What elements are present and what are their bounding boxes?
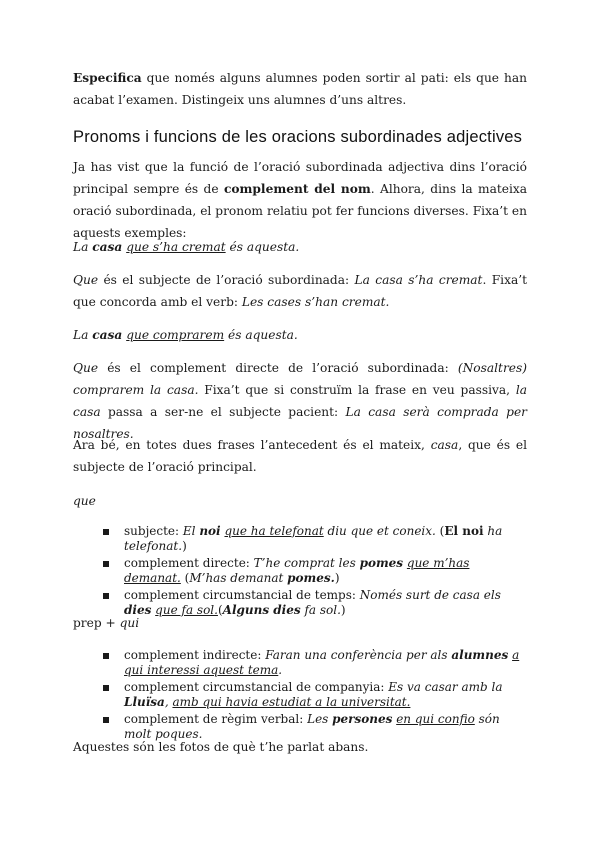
list-item: complement directe: T’he comprat les pomes que m’has demanat. (M’has demanat pomes.) (103, 556, 527, 586)
list-item: complement de règim verbal: Les persones en qui confio són molt poques. (103, 712, 527, 742)
paragraph-object-explanation: Que és el complement directe de l’oració subordinada: (Nosaltres) comprarem la casa. Fixa’t que si construïm la frase en veu passiva, la casa passa a ser-ne el subjecte pacient: La casa serà comprada per nosaltres. (73, 361, 527, 441)
label-prep-qui: prep + qui (73, 616, 140, 630)
example-sentence-2: La casa que comprarem és aquesta. (73, 328, 298, 342)
paragraph-antecedent: Ara bé, en totes dues frases l’antecedent és el mateix, casa, que és el subjecte de l’oració principal. (73, 438, 528, 474)
example-sentence-1: La casa que s’ha cremat és aquesta. (73, 240, 300, 254)
bullet-icon (103, 653, 109, 659)
bold-term: Especifica (73, 71, 142, 85)
list-item: complement circumstancial de companyia: Es va casar amb la Lluïsa, amb qui havia estudiat a la universitat. (103, 680, 527, 710)
bullet-icon (103, 561, 109, 567)
list-item: subjecte: El noi que ha telefonat diu que et coneix. (El noi ha telefonat.) (103, 524, 527, 554)
prep-qui-functions-list (103, 648, 527, 744)
list-item: complement circumstancial de temps: Només surt de casa els dies que fa sol.(Alguns dies fa sol.) (103, 588, 527, 618)
list-item: complement indirecte: Faran una conferència per als alumnes a qui interessi aquest tema. (103, 648, 527, 678)
bullet-icon (103, 529, 109, 535)
bullet-icon (103, 717, 109, 723)
paragraph-intro: Ja has vist que la funció de l’oració subordinada adjectiva dins l’oració principal sempre és de complement del nom. Alhora, dins la mateixa oració subordinada, el pronom relatiu pot fer funcions diverses. Fixa’t en aquests exemples: (73, 160, 527, 240)
bullet-icon (103, 685, 109, 691)
section-heading: Pronoms i funcions de les oracions subordinades adjectives (73, 128, 523, 146)
bullet-icon (103, 593, 109, 599)
paragraph-closing: Aquestes són les fotos de què t’he parlat abans. (73, 740, 369, 754)
paragraph-subject-explanation: Que és el subjecte de l’oració subordinada: La casa s’ha cremat. Fixa’t que concorda amb el verb: Les cases s’han cremat. (73, 273, 527, 309)
que-functions-list (103, 524, 527, 620)
paragraph-especifica: Especifica que només alguns alumnes poden sortir al pati: els que han acabat l’examen. Distingeix uns alumnes d’uns altres. (73, 71, 527, 107)
label-que: que (73, 494, 96, 508)
